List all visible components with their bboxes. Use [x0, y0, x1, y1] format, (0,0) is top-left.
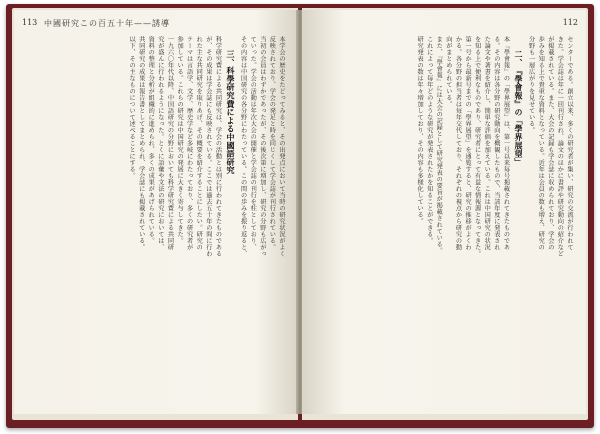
text-line: 以下、その主なものについて述べることにする。: [128, 36, 136, 179]
text-line: る。その内容は各分野の研究動向を概観したもので、当該年度に発表され: [492, 36, 500, 251]
text-line: 本『學會報』の「學界展望」は、第一号以来毎号掲載されてきたものであ: [502, 36, 510, 251]
text-line: れた主な共同研究を取りあげ、その概要を紹介することにしたい。研究の: [195, 36, 203, 251]
right-body-text: [314, 36, 574, 398]
text-line: センターである。創立以来、多くの研究者が集い、研究の交流が行われて: [566, 36, 573, 251]
text-line: また、『學會報』には大会の記録として研究発表の要旨が掲載されている。: [435, 36, 443, 254]
left-page-number: 113: [22, 18, 38, 27]
text-line: かる。各分野の担当者は毎年交代しており、それぞれの視点から研究の動: [454, 36, 462, 251]
text-line: が、その成果は学会誌にも反映されている。ここでは過去五十年の間に行わ: [204, 36, 212, 257]
text-line: 科学研究費による共同研究は、学会の活動とは別に行われてきたものである: [214, 36, 222, 257]
text-line: テーマは言語学、文学、歴史学など多岐にわたっており、多くの研究者が: [185, 36, 193, 251]
text-line: が掲載されている。また、大会の記録も学会誌に収められており、学会の: [546, 36, 554, 251]
text-line: ていった。学会の活動は年次大会の開催と学会誌の刊行を柱としており、: [249, 36, 257, 251]
text-line: 一九六〇年代以降、中国語研究の分野においても科学研究費による共同研: [166, 36, 174, 251]
text-line: た論文や著書を紹介し、簡単な評価を加えている。これは中国研究の状況: [483, 36, 491, 251]
text-line: 分野も一層広がりを見せている。: [527, 36, 535, 134]
left-page: [14, 10, 298, 414]
text-line: これによって毎年どのような研究が発表されたかを知ることができる。: [425, 36, 433, 244]
right-page-number: 112: [562, 18, 578, 27]
right-page: [302, 10, 586, 414]
section-heading: 二、『學會報』の「學界展望」: [514, 50, 525, 167]
text-line: 歩みを知る上で貴重な資料となっている。近年は会員の数も増え、研究の: [537, 36, 545, 251]
left-running-head: 中國研究この百五十年——誘導: [44, 19, 170, 28]
text-line: きた。学会誌は年に一回刊行され、論文のほかに書評や研究動向の紹介など: [556, 36, 564, 257]
left-body-text: [26, 36, 286, 398]
text-line: 参加している。これらの研究は中国研究の発展に大きく寄与してきた。: [176, 36, 184, 244]
text-line: その内容は中国研究の各分野にわたっている。この間の歩みを振り返ると、: [239, 36, 247, 257]
text-line: 本学会の歴史をたどってみると、その出発点において当時の研究状況がよく: [278, 36, 285, 257]
text-line: を知る上で便利なものであり、研究者にとって有益な情報源となってきた。: [473, 36, 481, 257]
text-line: 共同研究の成果は報告書としてまとめられ、学会誌にも掲載されている。: [137, 36, 145, 251]
text-line: 反映されており、学会の発足と時を同じくして学会誌が刊行されている。: [268, 36, 276, 251]
text-line: 究が盛んに行われるようになった。とくに語彙や文法の研究においては、: [156, 36, 164, 251]
text-line: 当初の会員はわずかであったが、その後次第に増加し、研究の分野も広がっ: [258, 36, 266, 257]
text-line: 資料の整理と分析が組織的に進められ、多くの成果があげられている。: [147, 36, 155, 244]
section-heading: 三、科學研究費による中國語研究: [226, 50, 237, 175]
text-line: 向がまとめられている。: [444, 36, 452, 108]
text-line: 研究発表の数は年々増加しており、その内容も多様化している。: [416, 36, 424, 225]
text-line: 第一号から最新号までの「學界展望」を通覧すると、研究の推移がよくわ: [464, 36, 472, 251]
